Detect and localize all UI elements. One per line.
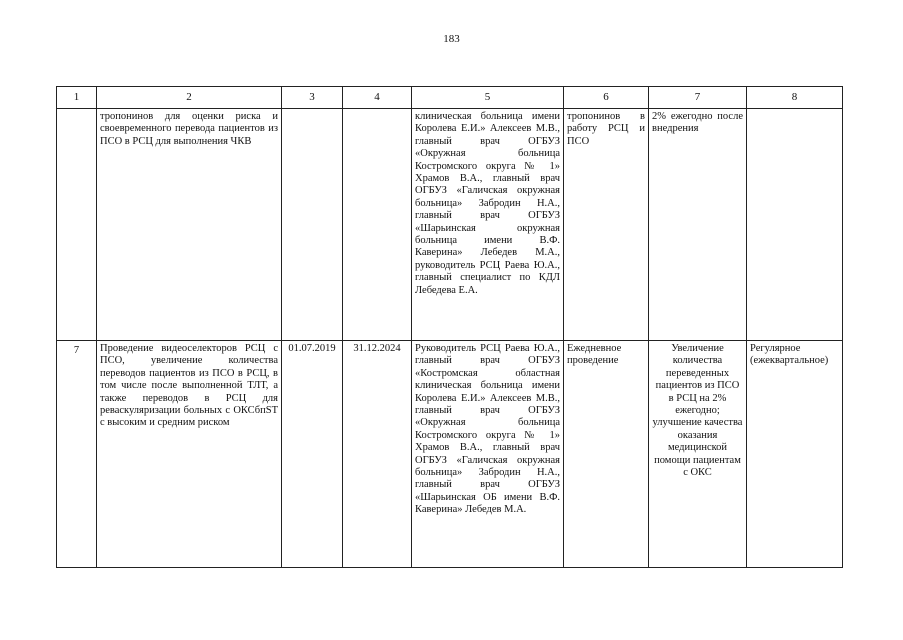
end-date-cell [343,109,412,341]
result-cell: Увеличение количества переведенных пациентов из ПСО в РСЦ на 2% ежегодно; улучшение качества оказания медицинской помощи пациентам с ОКС [649,341,747,568]
result-cell: 2% ежегодно после внедрения [649,109,747,341]
header-col-1: 1 [57,87,97,109]
header-col-2: 2 [97,87,282,109]
table-row [57,341,843,568]
header-row [57,87,843,109]
responsible-cell: Руководитель РСЦ Раева Ю.А., главный врач ОГБУЗ «Костромская областная клиническая больница имени Королева Е.И.» Алексеев М.В., главный врач ОГБУЗ «Окружная больница Костромского округа № 1» Храмов В.А., главный врач ОГБУЗ «Галичская окружная больница» Забродин Н.А., главный врач ОГБУЗ «Шарьинская ОБ имени В.Ф. Каверина» Лебедев М.А. [412,341,564,568]
characteristic-cell: тропонинов в работу РСЦ и ПСО [564,109,649,341]
regularity-cell [747,109,843,341]
start-date-cell: 01.07.2019 [282,341,343,568]
start-date-cell [282,109,343,341]
row-number-cell: 7 [57,341,97,568]
measure-cell: тропонинов для оценки риска и своевременного перевода пациентов из ПСО в РСЦ для выполнения ЧКВ [97,109,282,341]
characteristic-cell: Ежедневное проведение [564,341,649,568]
end-date-cell: 31.12.2024 [343,341,412,568]
row-number-cell [57,109,97,341]
header-col-3: 3 [282,87,343,109]
header-col-8: 8 [747,87,843,109]
measures-table [56,86,843,568]
page-number: 183 [443,33,460,45]
header-col-5: 5 [412,87,564,109]
responsible-cell: клиническая больница имени Королева Е.И.» Алексеев М.В., главный врач ОГБУЗ «Окружная больница Костромского округа № 1» Храмов В.А., главный врач ОГБУЗ «Галичская окружная больница» Забродин Н.А., главный врач ОГБУЗ «Шарьинская окружная больница имени В.Ф. Каверина» Лебедев М.А., руководитель РСЦ Раева Ю.А., главный специалист по КДЛ Лебедева Е.А. [412,109,564,341]
header-col-7: 7 [649,87,747,109]
regularity-cell: Регулярное (ежеквартальное) [747,341,843,568]
measure-cell: Проведение видеоселекторов РСЦ с ПСО, увеличение количества переводов пациентов из ПСО в РСЦ, в том числе после выполненной ТЛТ, а также переводов в РСЦ для реваскуляризации больных с ОКСбпST с высоким и средним риском [97,341,282,568]
table-row [57,109,843,341]
header-col-6: 6 [564,87,649,109]
header-col-4: 4 [343,87,412,109]
